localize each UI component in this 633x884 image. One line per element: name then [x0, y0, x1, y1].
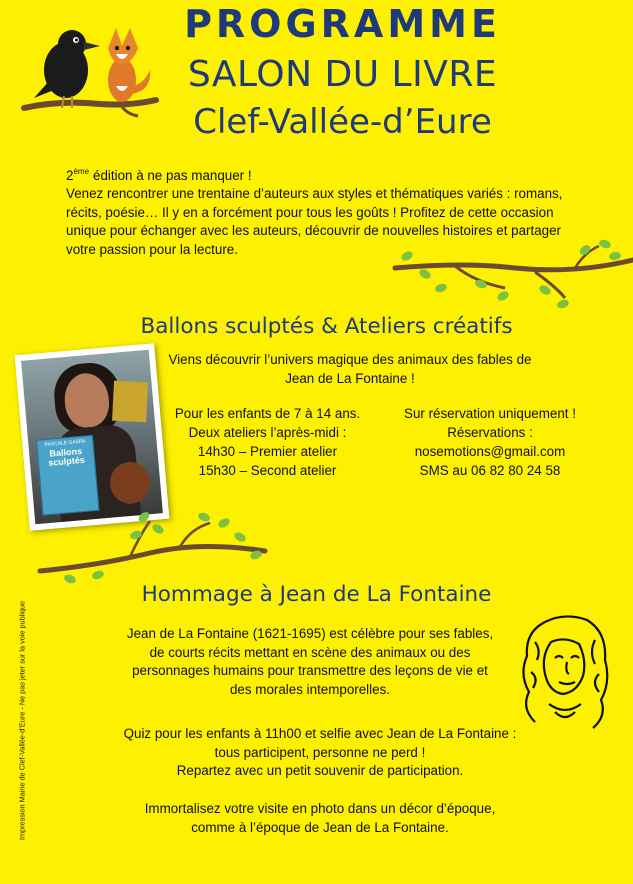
leaves: [400, 238, 622, 310]
edition-line: [66, 163, 586, 185]
print-notice: Impression Mairie de Clef-Vallée-d’Eure - Ne pas jeter sur la voie publique: [17, 600, 27, 841]
book-author: PASCALE GASPA: [44, 438, 86, 449]
quiz-line: Repartez avec un petit souvenir de participation.: [176, 763, 464, 778]
hommage-line: personnages humains pour transmettre des leçons de vie et: [132, 663, 488, 678]
edition-text: édition à ne pas manquer !: [93, 168, 252, 183]
ateliers-intro-line: Jean de La Fontaine !: [285, 371, 415, 386]
hommage-line: de courts récits mettant en scène des animaux ou des: [149, 644, 471, 660]
hommage-text: [90, 625, 530, 699]
program-heading: PROGRAMME: [184, 2, 501, 46]
branch-icon: [40, 521, 265, 571]
reservation-email: nosemotions@gmail.com: [414, 444, 566, 459]
schedule-line: 14h30 – Premier atelier: [197, 444, 338, 459]
hommage-line: des morales intemporelles.: [229, 681, 390, 697]
branch-icon: [395, 246, 633, 298]
town-title: Clef-Vallée-d’Eure: [193, 102, 492, 142]
schedule-line: Pour les enfants de 7 à 14 ans.: [174, 406, 361, 421]
hommage-line: Jean de La Fontaine (1621-1695) est célèbre pour ses fables,: [126, 626, 494, 641]
book-cover: [36, 435, 99, 516]
ateliers-schedule: [160, 404, 375, 480]
reservation-sms: SMS au 06 82 80 24 58: [419, 463, 561, 478]
ateliers-intro: [140, 350, 560, 388]
schedule-line: 15h30 – Second atelier: [198, 463, 337, 478]
schedule-line: Deux ateliers l’après-midi :: [188, 425, 347, 440]
reservation-line: Sur réservation uniquement !: [404, 406, 576, 421]
reservation-line: Réservations :: [447, 425, 533, 440]
salon-title: SALON DU LIVRE: [187, 54, 498, 95]
photo-invite-line: comme à l’époque de Jean de La Fontaine.: [191, 819, 449, 835]
photo-invite-text: [85, 800, 555, 837]
intro-paragraph: Venez rencontrer une trentaine d’auteurs aux styles et thématiques variés : romans, récits, poésie… Il y en a forcément pour tous les goûts ! Profitez de cette occasion unique pour échanger avec les auteurs, découvrir de nouvelles histoires et partager votre passion pour la lecture.: [66, 186, 563, 257]
quiz-text: [85, 725, 555, 781]
photo-invite-line: Immortalisez votre visite en photo dans un décor d’époque,: [144, 801, 496, 816]
edition-sup: ème: [73, 167, 90, 176]
hommage-title: Hommage à Jean de La Fontaine: [141, 582, 492, 607]
ateliers-title: Ballons sculptés & Ateliers créatifs: [140, 314, 513, 339]
ateliers-reservation: [380, 404, 600, 480]
book-title: Ballons sculptés: [47, 445, 86, 468]
quiz-line: tous participent, personne ne perd !: [214, 744, 426, 760]
quiz-line: Quiz pour les enfants à 11h00 et selfie avec Jean de La Fontaine :: [123, 726, 517, 741]
edition-number: 2: [66, 168, 74, 183]
la-fontaine-portrait-icon: [515, 612, 615, 732]
branch-right: [385, 238, 633, 318]
ateliers-intro-line: Viens découvrir l’univers magique des animaux des fables de: [168, 352, 532, 367]
